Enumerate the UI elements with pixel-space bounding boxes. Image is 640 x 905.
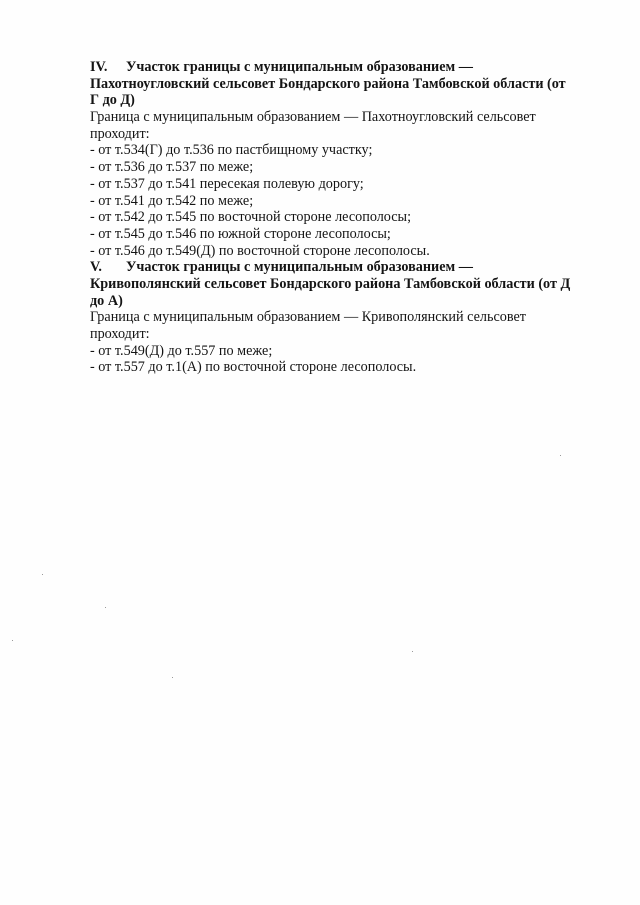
section-iv-list-item: - от т.545 до т.546 по южной стороне лесополосы; (90, 225, 391, 242)
scan-speck (560, 455, 561, 456)
scan-speck (412, 651, 413, 652)
section-v-heading-line-2: Кривополянский сельсовет Бондарского района Тамбовской области (от Д (90, 275, 571, 292)
section-v-intro-line-2: проходит: (90, 326, 150, 342)
scan-speck (42, 574, 43, 575)
section-v-intro-line-1: Граница с муниципальным образованием — Кривополянский сельсовет (90, 309, 526, 326)
section-iv-heading-line-3: Г до Д) (90, 92, 135, 109)
document-body (90, 59, 625, 376)
section-iv-list-item: - от т.536 до т.537 по меже; (90, 159, 254, 176)
section-v-heading-text: Участок границы с муниципальным образованием — (126, 259, 473, 276)
section-v-list-item: - от т.549(Д) до т.557 по меже; (90, 342, 273, 359)
scan-speck (12, 640, 13, 641)
scan-speck (105, 607, 106, 608)
section-iv (90, 59, 625, 259)
section-iv-list-item: - от т.542 до т.545 по восточной стороне лесополосы; (90, 209, 412, 226)
section-iv-list-item: - от т.537 до т.541 пересекая полевую дорогу; (90, 175, 364, 192)
section-iv-list-item: - от т.546 до т.549(Д) по восточной стороне лесополосы. (90, 242, 430, 259)
section-iv-list-item: - от т.541 до т.542 по меже; (90, 192, 254, 209)
section-iv-heading-line-1 (90, 59, 625, 76)
section-iv-heading-line-2: Пахотноугловский сельсовет Бондарского района Тамбовской области (от (90, 75, 566, 92)
section-iv-intro-line-2: проходит: (90, 125, 150, 142)
section-iv-intro-line-1: Граница с муниципальным образованием — Пахотноугловский сельсовет (90, 109, 536, 126)
section-v-list-item: - от т.557 до т.1(А) по восточной стороне лесополосы. (90, 359, 417, 376)
section-v-heading-line-1 (90, 259, 625, 276)
section-iv-numeral: IV. (90, 59, 108, 75)
scan-speck (172, 677, 173, 678)
section-iv-list-item: - от т.534(Г) до т.536 по пастбищному участку; (90, 142, 373, 159)
section-v (90, 259, 625, 376)
section-v-numeral: V. (90, 259, 102, 276)
section-v-heading-line-3: до А) (90, 292, 123, 309)
section-iv-heading-text: Участок границы с муниципальным образованием — (126, 59, 473, 75)
